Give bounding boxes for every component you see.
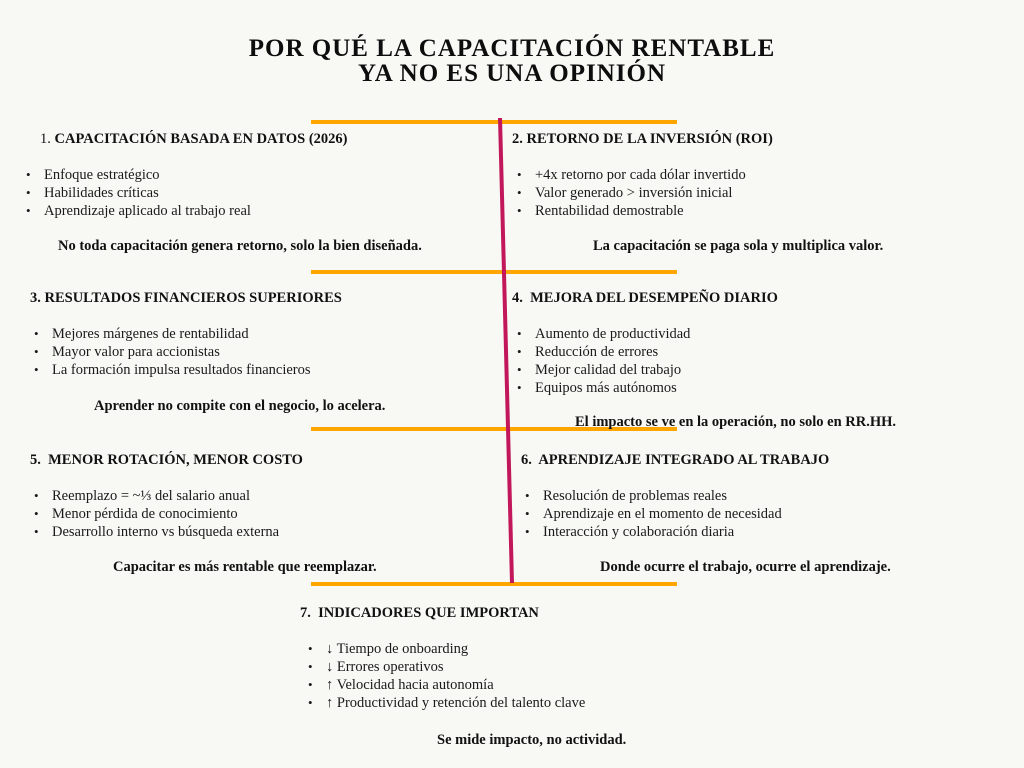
section-number: 7. — [300, 605, 311, 621]
section-5 — [30, 451, 303, 541]
divider-horizontal-1 — [311, 120, 677, 124]
section-3-tagline: Aprender no compite con el negocio, lo acelera. — [94, 398, 386, 414]
bullet-list — [40, 166, 347, 220]
section-heading-text: INDICADORES QUE IMPORTAN — [318, 605, 539, 621]
list-item: • Aumento de productividad — [514, 325, 778, 343]
section-number: 1. — [40, 131, 51, 147]
list-item: • +4x retorno por cada dólar invertido — [514, 166, 773, 184]
page-title — [0, 36, 1024, 86]
section-7-tagline: Se mide impacto, no actividad. — [437, 732, 627, 748]
list-item: • Interacción y colaboración diaria — [522, 523, 829, 541]
section-number: 3. — [30, 290, 41, 306]
list-item: • Mejor calidad del trabajo — [514, 361, 778, 379]
list-item: • Reemplazo = ~⅓ del salario anual — [31, 487, 303, 505]
section-number: 5. — [30, 452, 41, 468]
section-4 — [512, 289, 778, 397]
list-item: • Mejores márgenes de rentabilidad — [31, 325, 342, 343]
list-item: • Rentabilidad demostrable — [514, 202, 773, 220]
page-title-line-2: YA NO ES UNA OPINIÓN — [357, 60, 667, 87]
section-number: 2. — [512, 131, 523, 147]
list-item: • ↑ Velocidad hacia autonomía — [305, 676, 585, 694]
list-item: • Resolución de problemas reales — [522, 487, 829, 505]
bullet-list — [30, 325, 342, 379]
list-item: • ↓ Errores operativos — [305, 658, 585, 676]
section-heading-text: MEJORA DEL DESEMPEÑO DIARIO — [530, 290, 778, 306]
list-item: • Aprendizaje en el momento de necesidad — [522, 505, 829, 523]
section-7 — [300, 604, 585, 712]
section-heading-text: APRENDIZAJE INTEGRADO AL TRABAJO — [538, 452, 830, 468]
list-item: • ↓ Tiempo de onboarding — [305, 640, 585, 658]
divider-horizontal-2 — [311, 270, 677, 274]
bullet-list — [521, 487, 829, 541]
section-2-tagline: La capacitación se paga sola y multiplica valor. — [593, 238, 884, 254]
section-6 — [521, 451, 829, 541]
bullet-list — [512, 166, 773, 220]
section-2 — [512, 130, 773, 220]
section-5-tagline: Capacitar es más rentable que reemplazar. — [113, 559, 377, 575]
section-heading — [521, 451, 829, 469]
section-3 — [30, 289, 342, 379]
list-item: • Mayor valor para accionistas — [31, 343, 342, 361]
bullet-list — [30, 487, 303, 541]
section-heading — [512, 130, 773, 148]
list-item: • Menor pérdida de conocimiento — [31, 505, 303, 523]
list-item: • Habilidades críticas — [23, 184, 347, 202]
section-heading-text: RESULTADOS FINANCIEROS SUPERIORES — [44, 290, 342, 306]
section-number: 4. — [512, 290, 523, 306]
list-item: • La formación impulsa resultados financieros — [31, 361, 342, 379]
section-heading — [300, 604, 585, 622]
list-item: • ↑ Productividad y retención del talento clave — [305, 694, 585, 712]
section-heading-text: CAPACITACIÓN BASADA EN DATOS (2026) — [54, 131, 348, 147]
section-heading — [512, 289, 778, 307]
list-item: • Desarrollo interno vs búsqueda externa — [31, 523, 303, 541]
section-heading-text: RETORNO DE LA INVERSIÓN (ROI) — [526, 131, 773, 147]
section-number: 6. — [521, 452, 532, 468]
section-1 — [40, 130, 347, 220]
list-item: • Equipos más autónomos — [514, 379, 778, 397]
bullet-list — [512, 325, 778, 397]
list-item: • Valor generado > inversión inicial — [514, 184, 773, 202]
section-6-tagline: Donde ocurre el trabajo, ocurre el aprendizaje. — [600, 559, 891, 575]
bullet-list — [300, 640, 585, 712]
list-item: • Reducción de errores — [514, 343, 778, 361]
divider-horizontal-4 — [311, 582, 677, 586]
section-heading — [40, 130, 347, 148]
list-item: • Enfoque estratégico — [23, 166, 347, 184]
section-heading — [30, 451, 303, 469]
page-title-line-1: POR QUÉ LA CAPACITACIÓN RENTABLE — [248, 35, 776, 62]
section-heading — [30, 289, 342, 307]
list-item: • Aprendizaje aplicado al trabajo real — [23, 202, 347, 220]
section-1-tagline: No toda capacitación genera retorno, solo la bien diseñada. — [58, 238, 422, 254]
section-4-tagline: El impacto se ve en la operación, no solo en RR.HH. — [575, 414, 897, 430]
section-heading-text: MENOR ROTACIÓN, MENOR COSTO — [48, 452, 303, 468]
